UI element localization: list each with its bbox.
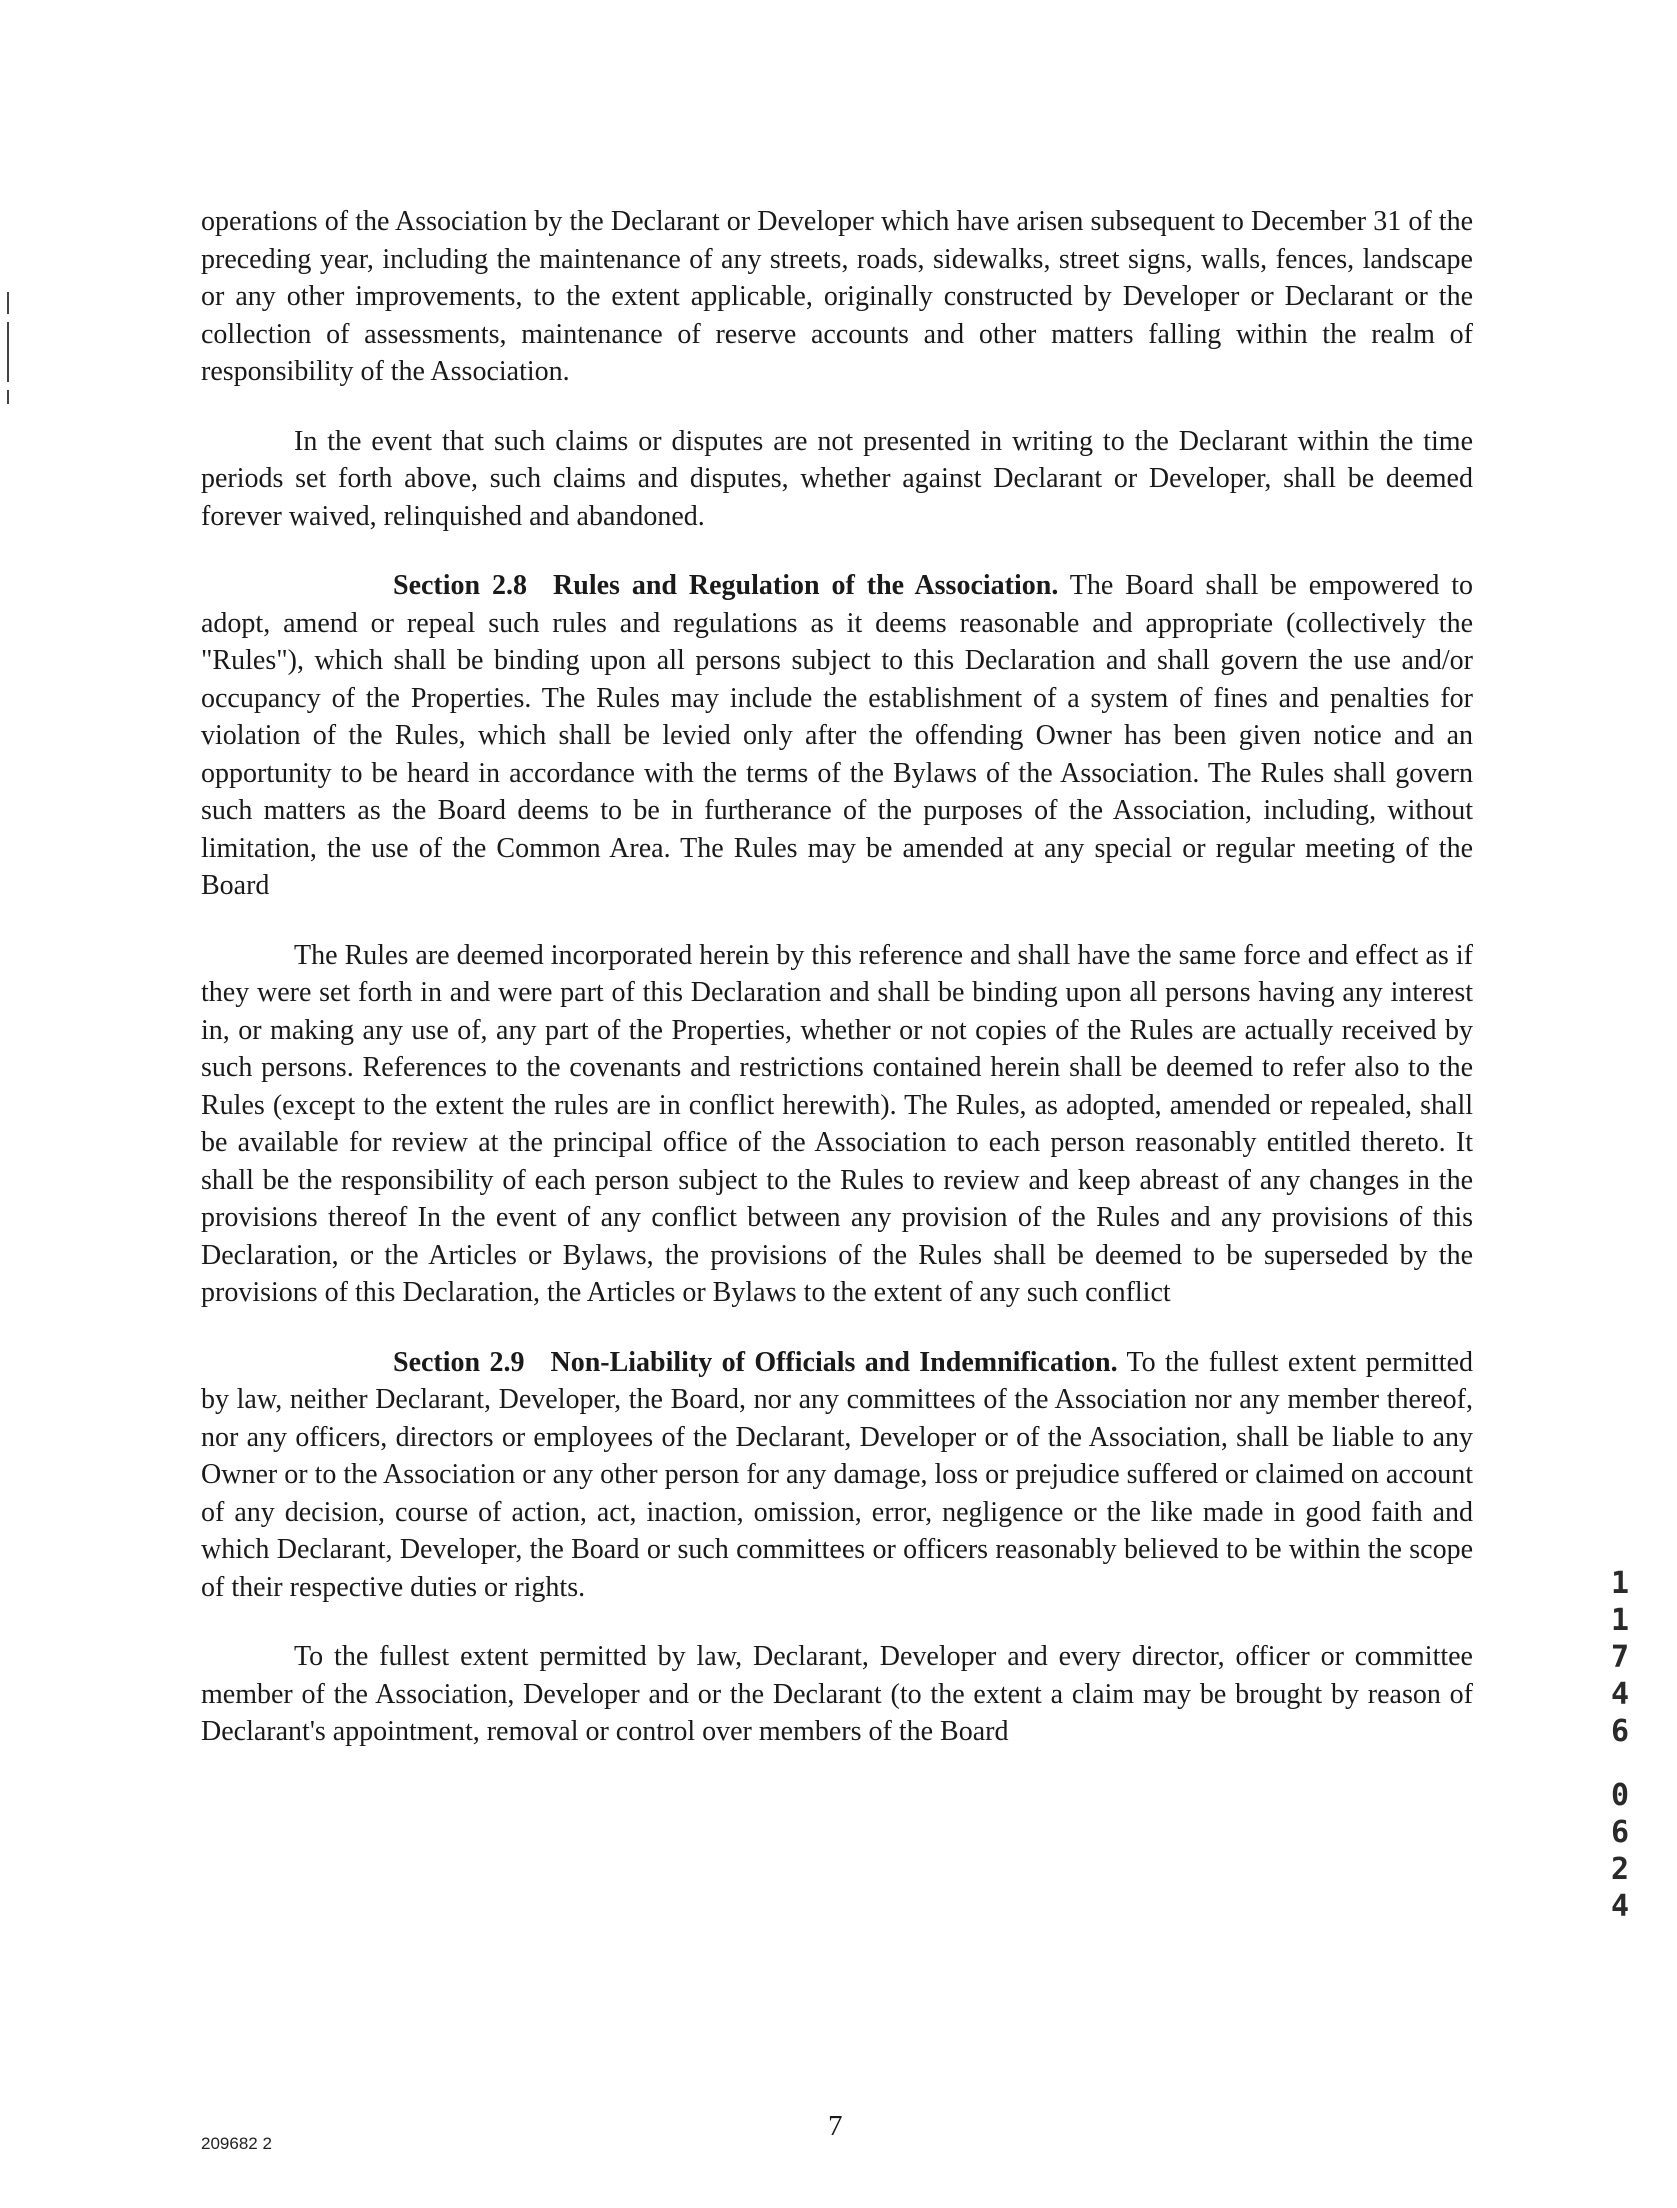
section-heading: Rules and Regulation of the Association. [553, 570, 1059, 601]
section-number: Section 2.8 [393, 570, 528, 601]
recording-stamp-lower [1600, 1777, 1640, 1925]
revision-bar [7, 322, 9, 382]
revision-bar [7, 292, 9, 314]
paragraph-claims-waived: In the event that such claims or disputes are not presented in writing to the Declarant within the time periods set forth above, such claims and disputes, whether against Declarant or Developer, shall be deemed forever waived, relinquished and abandoned. [201, 425, 1473, 532]
page-number: 7 [828, 2110, 843, 2142]
paragraph-indemnification: To the fullest extent permitted by law, Declarant, Developer and every director, officer or committee member of the Association, Developer and or the Declarant (to the extent a claim may be brought by reason of Declarant's appointment, removal or control over members of the Board [201, 1641, 1473, 1747]
section-text: The Board shall be empowered to adopt, amend or repeal such rules and regulations as it deems reasonable and appropriate (collectively the "Rules"), which shall be binding upon all persons subject to this Declaration and shall govern the use and/or occupancy of the Properties. The Rules may include the establishment of a system of fines and penalties for violation of the Rules, which shall be levied only after the offending Owner has been given notice and an opportunity to be heard in accordance with the terms of the Bylaws of the Association. The Rules shall govern such matters as the Board deems to be in furtherance of the purposes of the Association, including, without limitation, the use of the Common Area. The Rules may be amended at any special or regular meeting of the Board [201, 570, 1474, 901]
stamp-digit: 4 [1610, 1889, 1630, 1924]
section-number: Section 2.9 [393, 1346, 525, 1378]
footer-document-id: 209682 2 [201, 2134, 272, 2153]
section-2-9-paragraph [201, 1344, 1473, 1607]
document-body [201, 203, 1473, 1783]
stamp-digit: 6 [1610, 1714, 1630, 1749]
section-text: To the fullest extent permitted by law, neither Declarant, Developer, the Board, nor any committees of the Association nor any member thereof, nor any officers, directors or employees of the Declarant, Developer or of the Association, shall be liable to any Owner or to the Association or any other person for any damage, loss or prejudice suffered or claimed on account of any decision, course of action, act, inaction, omission, error, negligence or the like made in good faith and which Declarant, Developer, the Board or such committees or officers reasonably believed to be within the scope of their respective duties or rights. [201, 1346, 1473, 1603]
stamp-digit: 7 [1610, 1640, 1630, 1675]
stamp-digit: 0 [1610, 1778, 1630, 1813]
stamp-digit: 4 [1610, 1677, 1630, 1712]
stamp-digit: 1 [1610, 1603, 1630, 1638]
section-heading: Non-Liability of Officials and Indemnification. [550, 1346, 1118, 1378]
paragraph-rules-incorporated: The Rules are deemed incorporated herein by this reference and shall have the same force and effect as if they were set forth in and were part of this Declaration and shall be binding upon all persons having any interest in, or making any use of, any part of the Properties, whether or not copies of the Rules are actually received by such persons. References to the covenants and restrictions contained herein shall be deemed to refer also to the Rules (except to the extent the rules are in conflict herewith). The Rules, as adopted, amended or repealed, shall be available for review at the principal office of the Association to each person reasonably entitled thereto. It shall be the responsibility of each person subject to the Rules to review and keep abreast of any changes in the provisions thereof In the event of any conflict between any provision of the Rules and any provisions of this Declaration, or the Articles or Bylaws, the provisions of the Rules shall be deemed to be superseded by the provisions of this Declaration, the Articles or Bylaws to the extent of any such conflict [201, 939, 1473, 1308]
stamp-digit: 2 [1610, 1852, 1630, 1887]
recording-stamp-upper [1600, 1565, 1640, 1750]
stamp-digit: 6 [1610, 1815, 1630, 1850]
stamp-digit: 1 [1610, 1566, 1630, 1601]
section-2-8-paragraph [201, 567, 1473, 905]
paragraph-continuation: operations of the Association by the Declarant or Developer which have arisen subsequent to December 31 of the preceding year, including the maintenance of any streets, roads, sidewalks, street signs, walls, fences, landscape or any other improvements, to the extent applicable, originally constructed by Developer or Declarant or the collection of assessments, maintenance of reserve accounts and other matters falling within the realm of responsibility of the Association. [201, 206, 1473, 387]
revision-bar [7, 390, 9, 404]
